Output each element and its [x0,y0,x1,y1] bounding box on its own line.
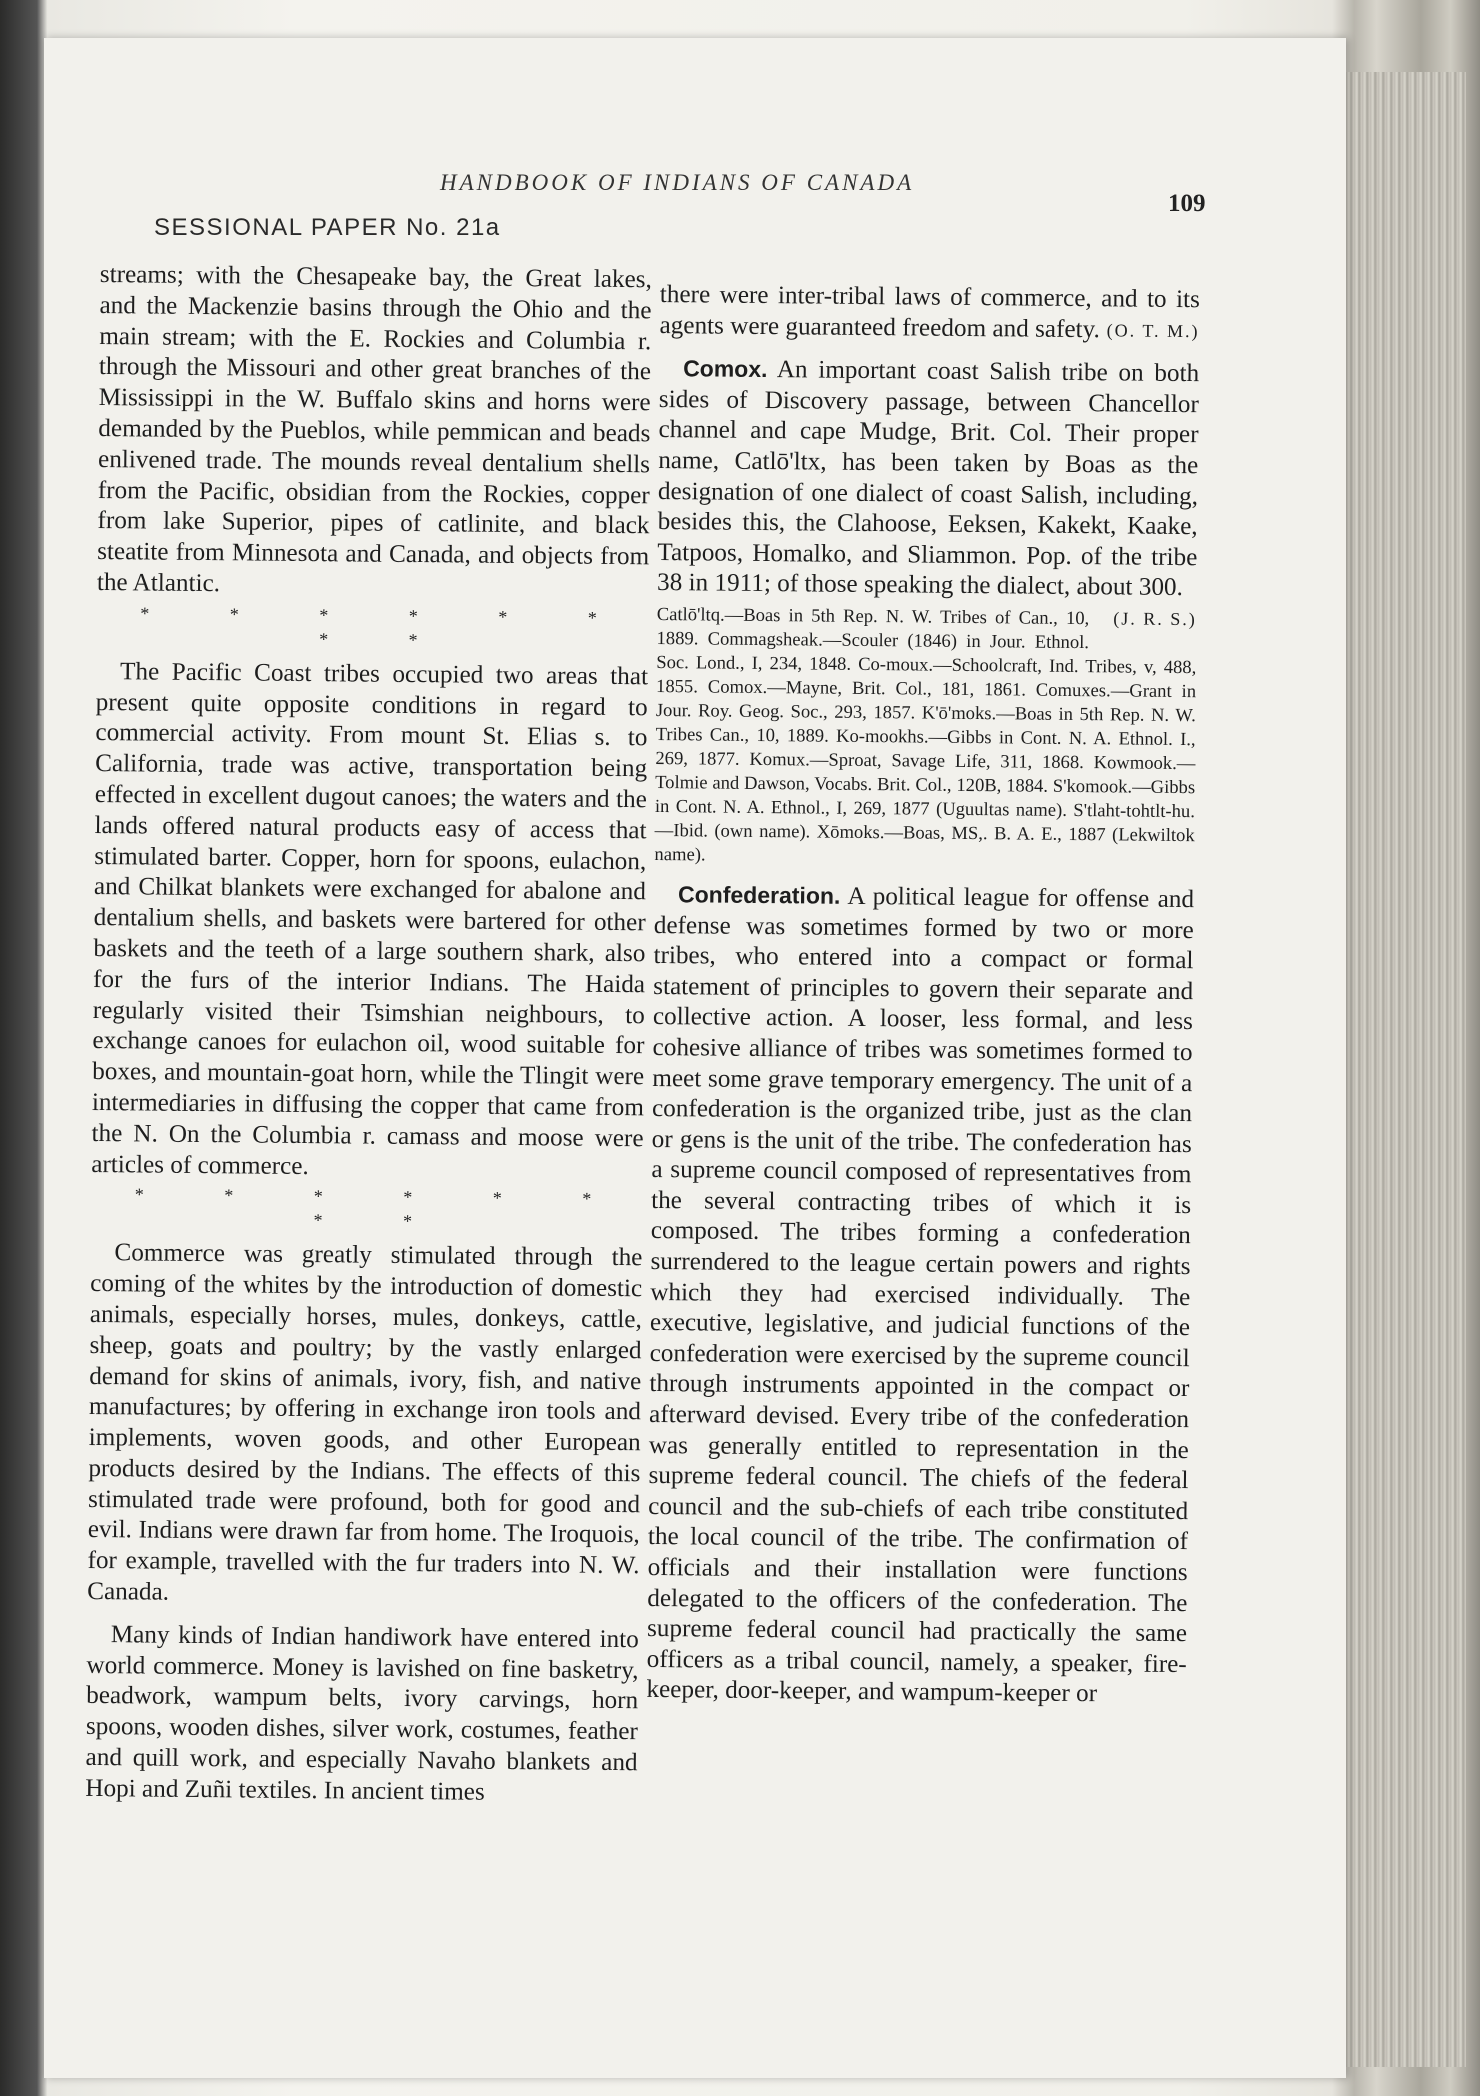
left-column [85,260,652,1810]
paragraph: Many kinds of Indian handiwork have entered into world commerce. Money is lavished on fine basketry, beadwork, wampum belts, ivory carvings, horn spoons, wooden dishes, silver work, costumes, feather and quill work, and especially Navaho blankets and Hopi and Zuñi textiles. In ancient times [85,1621,639,1806]
paragraph: The Pacific Coast tribes occupied two areas that present quite opposite conditions in regard to commercial activity. From mount St. Elias s. to California, trade was active, transportation being effected in excellent dugout canoes; the waters and the lands offered natural products easy of access that stimulated barter. Copper, horn for spoons, eulachon, and Chilkat blankets were exchanged for abalone and dentalium shells, and baskets were bartered for other baskets and the teeth of a large southern shark, also for the furs of the interior Indians. The Haida regularly visited their Tsimshian neighbours, to exchange canoes for eulachon oil, wood suitable for boxes, and mountain-goat horn, while the Tlingit were intermediaries in diffusing the copper that came from the N. On the Columbia r. camass and moose were articles of commerce. [91,657,649,1180]
entry-heading: Comox. [683,355,768,383]
entry-text: An important coast Salish tribe on both sides of Discovery passage, between Chancellor channel and cape Mudge, Brit. Col. Their proper name, Catlō'ltx, has been taken by Boas as the designation of one dialect of coast Salish, including, besides this, the Clahoose, Eeksen, Kakekt, Kaake, Tatpoos, Homalko, and Sliammon. Pop. of the tribe 38 in 1911; of those speaking the dialect, about 300. [656,356,1200,602]
running-head: HANDBOOK OF INDIANS OF CANADA [440,170,915,195]
entry-confederation [646,879,1194,1711]
section-break: * * * * * * * * [134,1184,630,1232]
author-initials: (O. T. M.) [1106,319,1200,341]
right-column [646,280,1200,1711]
sessional-paper-label: SESSIONAL PAPER No. 21a [154,214,501,241]
page-edges [1346,72,1466,2067]
entry-comox [656,353,1200,630]
paragraph: streams; with the Chesapeake bay, the Great lakes, and the Mackenzie basins through the Ohio and the main stream; with the E. Rockies and Columbia r. through the Missouri and other great branches of the Mississippi in the W. Buffalo skins and horns were demanded by the Pueblos, while pemmican and beads enlivened trade. The mounds reveal dentalium shells from the Pacific, obsidian from the Rockies, copper from lake Superior, pipes of catlinite, and black steatite from Minnesota and Canada, and objects from the Atlantic. [96,260,652,598]
synonymy: Catlō'ltq.—Boas in 5th Rep. N. W. Tribes of Can., 10, 1889. Commagsheak.—Scouler (1846) in Jour. Ethnol. Soc. Lond., I, 234, 1848. Co-moux.—Schoolcraft, Ind. Tribes, v, 488, 1855. Comox.—Mayne, Brit. Col., 181, 1861. Comuxes.—Grant in Jour. Roy. Geog. Soc., 293, 1857. K'ō'moks.—Boas in 5th Rep. N. W. Tribes Can., 10, 1889. Ko-mookhs.—Gibbs in Cont. N. A. Ethnol. I., 269, 1877. Komux.—Sproat, Savage Life, 311, 1868. Kowmook.—Tolmie and Dawson, Vocabs. Brit. Col., 120B, 1884. S'komook.—Gibbs in Cont. N. A. Ethnol., I, 269, 1877 (Uguultas name). S'tlaht-tohtlt-hu.—Ibid. (own name). Xōmoks.—Boas, MS,. B. A. E., 1887 (Lekwiltok name). [654,603,1197,866]
section-break: * * * * * * * * [140,603,635,651]
page-number: 109 [1168,190,1206,217]
paragraph [659,280,1200,346]
entry-text: A political league for offense and defense was sometimes formed by two or more tribes, who entered into a compact or formal statement of principles to govern their separate and collective action. A looser, less formal, and less cohesive alliance of tribes was sometimes formed to meet some grave temporary emergency. The unit of a confederation is the organized tribe, just as the clan or gens is the unit of the tribe. The confederation has a supreme council composed of representatives from the several contracting tribes of which it is composed. The tribes forming a confederation surrendered to the league certain powers and rights which they had exercised individually. The executive, legislative, and judicial functions of the confederation were exercised by the supreme council through instruments appointed in the compact or afterward devised. Every tribe of the confederation was generally entitled to representation in the supreme federal council. The chiefs of the federal council and the sub-chiefs of each tribe constituted the local council of the tribe. The confirmation of officials and their installation were functions delegated to the officers of the confederation. The supreme federal council had practically the same officers as a tribal council, namely, a speaker, firekeeper, door-keeper, and wampum-keeper or [646,882,1195,1708]
paragraph: Commerce was greatly stimulated through the coming of the whites by the introduction of domestic animals, especially horses, mules, donkeys, cattle, sheep, goats and poultry; by the vastly enlarged demand for skins of animals, ivory, fish, and native manufactures; by offering in exchange iron tools and implements, woven goods, and other European products desired by the Indians. The effects of this stimulated trade were profound, both for good and evil. Indians were drawn far from home. The Iroquois, for example, travelled with the fur traders into N. W. Canada. [87,1239,643,1606]
entry-heading: Confederation. [677,881,841,909]
author-initials: (J. R. S.) [1113,608,1197,630]
paragraph-text: there were inter-tribal laws of commerce, and to its agents were guaranteed freedom and safety. [659,280,1200,343]
